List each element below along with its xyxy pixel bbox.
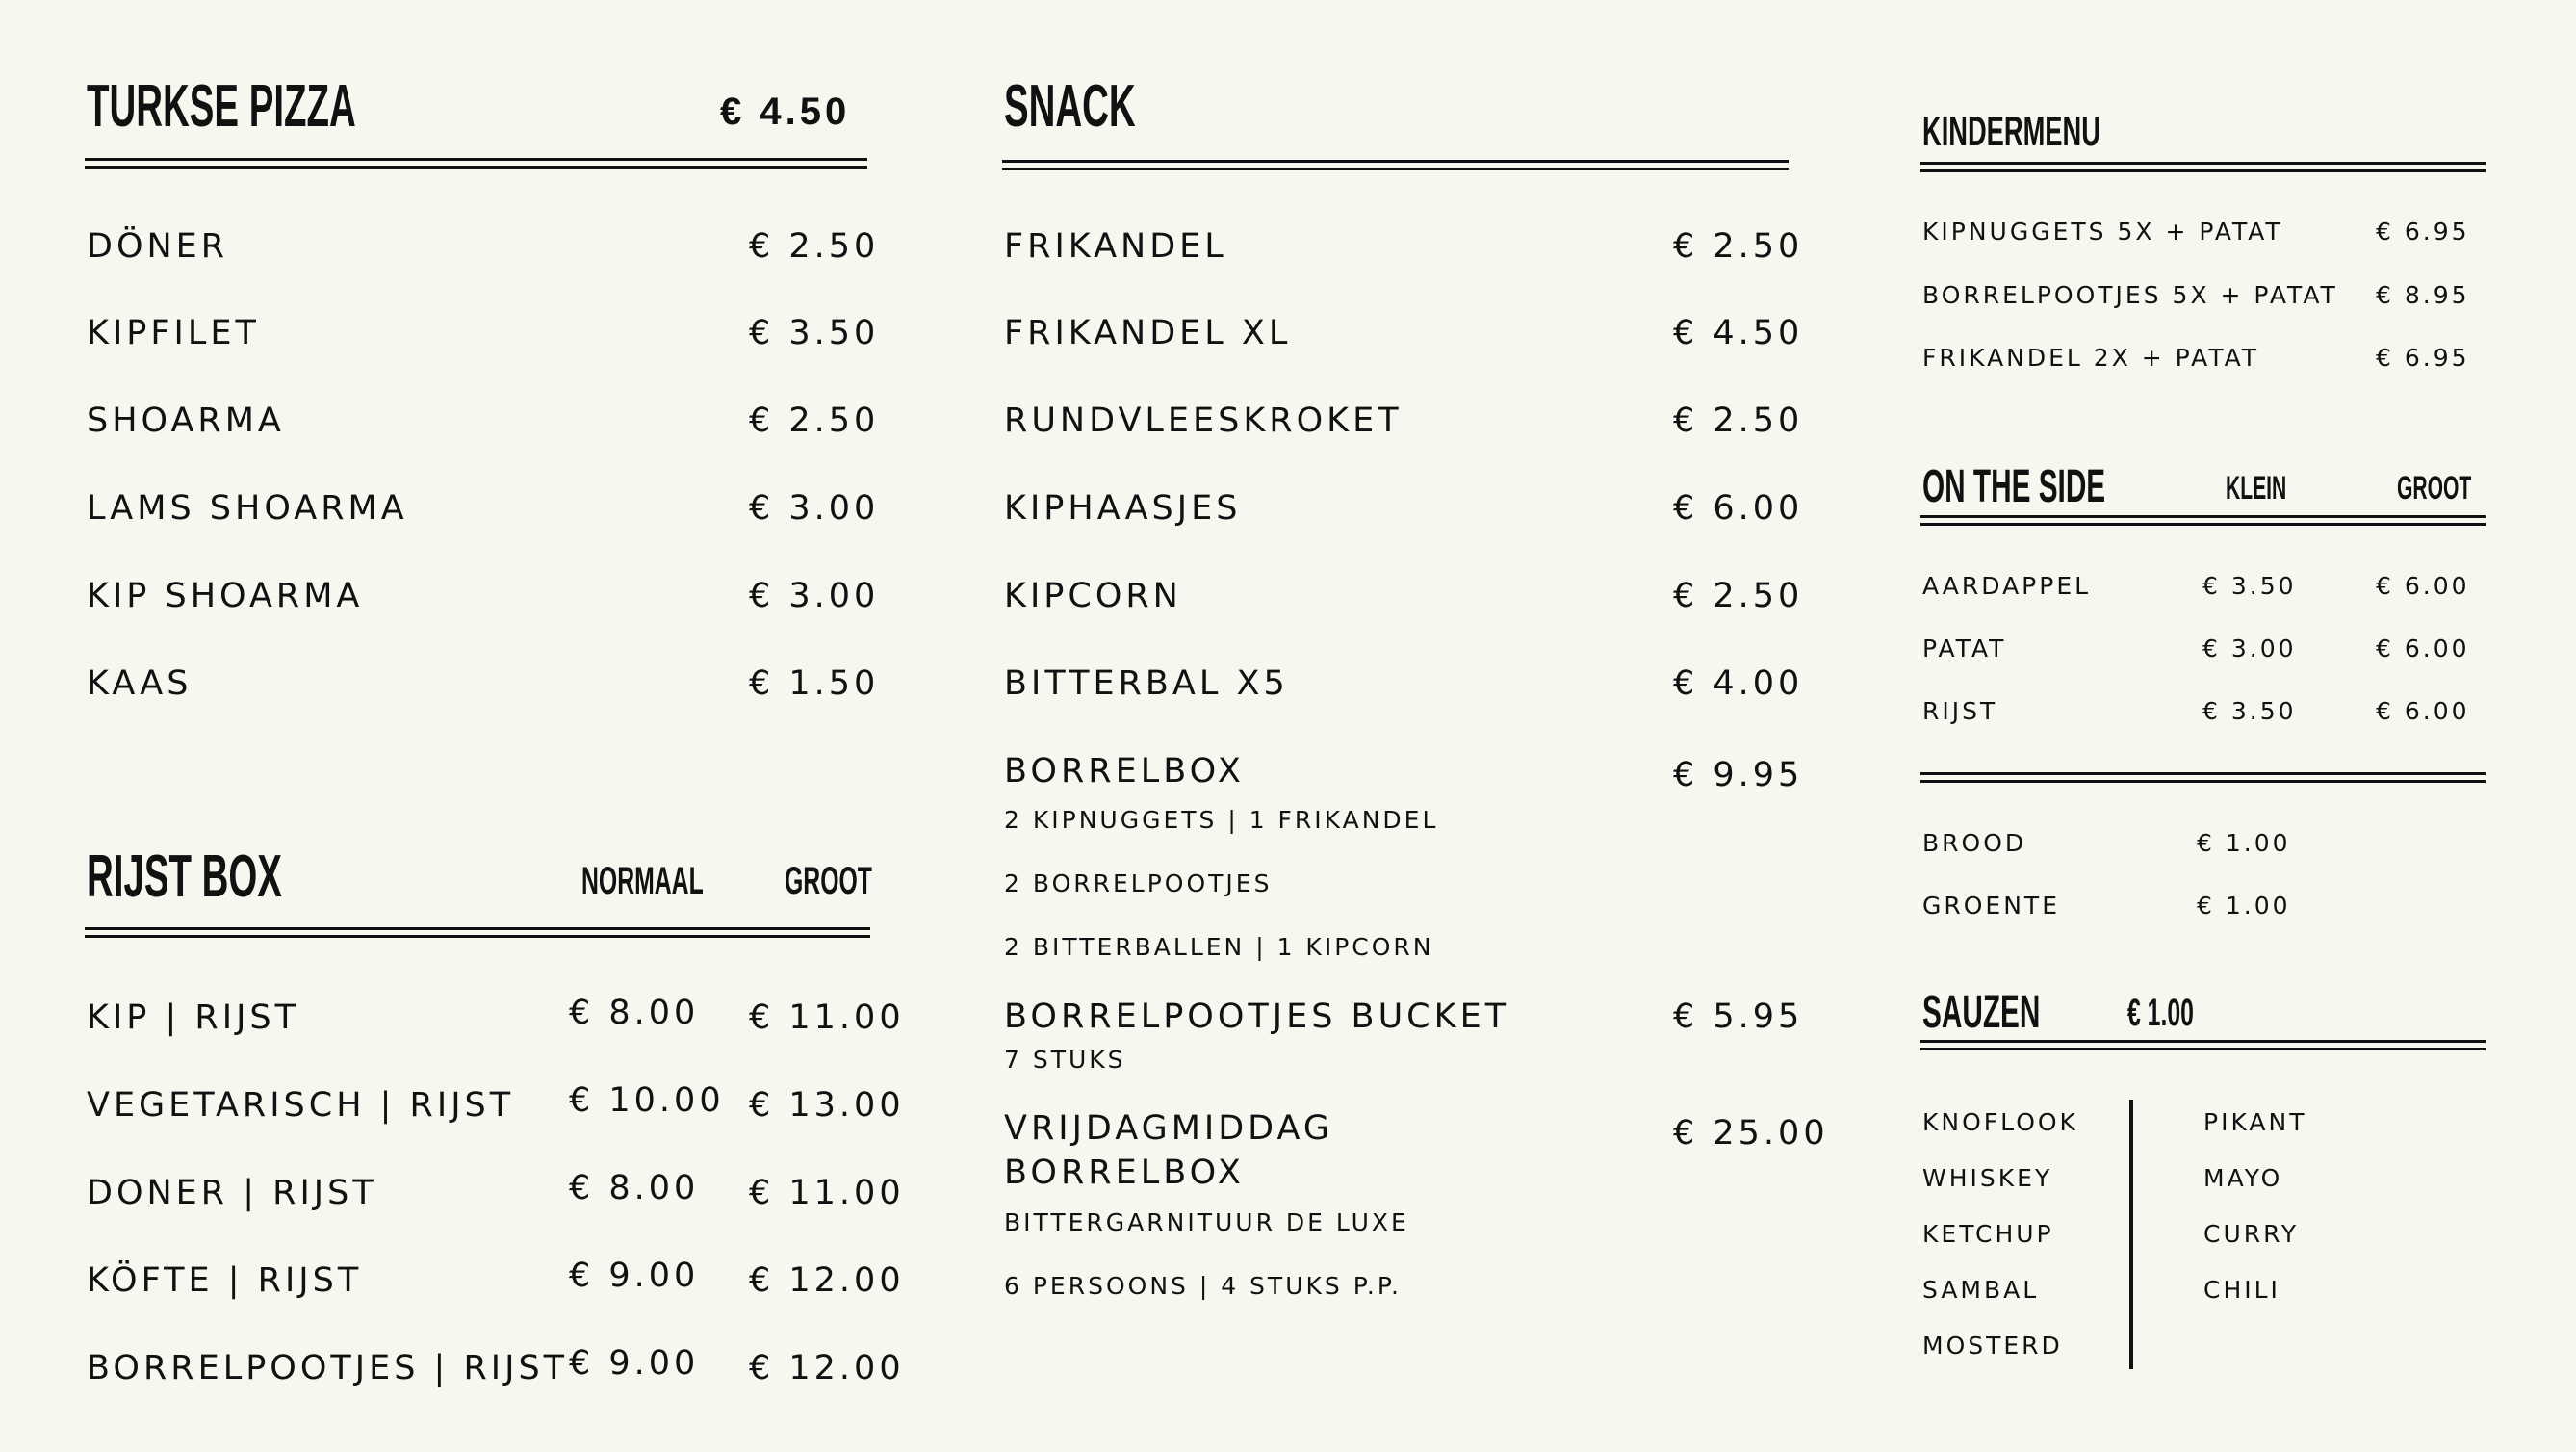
menu-item-name: FRIKANDEL: [1004, 227, 1227, 266]
menu-item-price-groot: € 6.00: [2376, 572, 2470, 600]
borrelbox-name: BORRELBOX: [1004, 752, 1245, 791]
menu-item-name: BORRELPOOTJES | RIJST: [87, 1349, 569, 1387]
sauce-item: WHISKEY: [1922, 1164, 2053, 1192]
menu-item-price: € 1.50: [749, 664, 880, 703]
snack-rule: [1002, 160, 1789, 170]
vrijdag-detail: BITTERGARNITUUR DE LUXE: [1004, 1208, 1409, 1236]
menu-item-price-normaal: € 10.00: [569, 1081, 725, 1120]
kindermenu-rule: [1920, 162, 2486, 172]
extras-rule: [1920, 772, 2486, 783]
sauzen-divider: [2129, 1100, 2133, 1369]
vrijdag-name-line2: BORRELBOX: [1004, 1154, 1245, 1192]
menu-item-name: RIJST: [1922, 697, 1998, 725]
menu-item-name: KAAS: [87, 664, 193, 703]
borrelbox-detail: 2 KIPNUGGETS | 1 FRIKANDEL: [1004, 806, 1439, 834]
menu-item-name: KIPCORN: [1004, 577, 1182, 615]
on-the-side-rule: [1920, 515, 2486, 526]
menu-item-price: € 2.50: [1673, 402, 1804, 440]
sauce-item: MAYO: [2203, 1164, 2283, 1192]
menu-item-name: SHOARMA: [87, 402, 285, 440]
sauce-item: SAMBAL: [1922, 1276, 2040, 1304]
bucket-name: BORRELPOOTJES BUCKET: [1004, 998, 1510, 1036]
borrelbox-detail: 2 BORRELPOOTJES: [1004, 869, 1273, 897]
menu-item-price-groot: € 13.00: [749, 1086, 905, 1125]
menu-item-price: € 6.95: [2376, 218, 2470, 246]
turkse-pizza-title: TURKSE PIZZA: [87, 73, 356, 140]
menu-item-price-normaal: € 9.00: [569, 1344, 700, 1383]
sauce-item: MOSTERD: [1922, 1332, 2063, 1360]
menu-item-price-normaal: € 8.00: [569, 1169, 700, 1207]
menu-item-price-groot: € 6.00: [2376, 635, 2470, 662]
vrijdag-price: € 25.00: [1673, 1114, 1829, 1153]
menu-item-price: € 3.50: [749, 314, 880, 352]
menu-item-name: VEGETARISCH | RIJST: [87, 1086, 515, 1125]
menu-item-name: BORRELPOOTJES 5X + PATAT: [1922, 281, 2338, 309]
menu-item-price: € 3.00: [749, 577, 880, 615]
menu-item-price-klein: € 3.50: [2202, 697, 2297, 725]
menu-item-price: € 2.50: [1673, 577, 1804, 615]
menu-item-price-normaal: € 9.00: [569, 1257, 700, 1295]
menu-item-name: FRIKANDEL 2X + PATAT: [1922, 344, 2260, 372]
borrelbox-price: € 9.95: [1673, 756, 1804, 794]
menu-item-name: BROOD: [1922, 829, 2027, 857]
vrijdag-name-line1: VRIJDAGMIDDAG: [1004, 1109, 1333, 1148]
menu-item-price-groot: € 11.00: [749, 1174, 905, 1212]
menu-item-name: FRIKANDEL XL: [1004, 314, 1292, 352]
menu-item-name: DONER | RIJST: [87, 1174, 377, 1212]
menu-item-price: € 1.00: [2197, 829, 2291, 857]
sauce-item: KNOFLOOK: [1922, 1108, 2078, 1136]
menu-item-name: KIP SHOARMA: [87, 577, 364, 615]
menu-item-price-normaal: € 8.00: [569, 994, 700, 1032]
sauzen-price: € 1.00: [2127, 992, 2194, 1034]
sauzen-rule: [1920, 1040, 2486, 1050]
menu-item-price: € 2.50: [749, 402, 880, 440]
menu-item-price-groot: € 12.00: [749, 1349, 905, 1387]
menu-item-price: € 4.50: [1673, 314, 1804, 352]
sauce-item: KETCHUP: [1922, 1220, 2054, 1248]
snack-title: SNACK: [1004, 73, 1136, 140]
sauzen-title: SAUZEN: [1922, 987, 2041, 1038]
menu-item-name: KIP | RIJST: [87, 998, 299, 1037]
menu-item-price-klein: € 3.00: [2202, 635, 2297, 662]
menu-item-name: KIPNUGGETS 5X + PATAT: [1922, 218, 2283, 246]
menu-item-price: € 4.00: [1673, 664, 1804, 703]
menu-item-price-groot: € 11.00: [749, 998, 905, 1037]
kindermenu-title: KINDERMENU: [1922, 108, 2100, 155]
menu-item-price: € 1.00: [2197, 892, 2291, 920]
on-the-side-title: ON THE SIDE: [1922, 461, 2106, 512]
borrelbox-detail: 2 BITTERBALLEN | 1 KIPCORN: [1004, 933, 1434, 961]
column-header-klein: KLEIN: [2226, 470, 2287, 506]
menu-item-name: KIPHAASJES: [1004, 489, 1242, 528]
rijst-box-title: RIJST BOX: [87, 843, 282, 910]
menu-item-name: RUNDVLEESKROKET: [1004, 402, 1403, 440]
column-header-normaal: NORMAAL: [581, 860, 704, 902]
menu-item-price: € 2.50: [749, 227, 880, 266]
menu-item-price-groot: € 12.00: [749, 1261, 905, 1300]
sauce-item: CURRY: [2203, 1220, 2300, 1248]
menu-item-price: € 2.50: [1673, 227, 1804, 266]
menu-item-name: DÖNER: [87, 227, 229, 266]
turkse-pizza-price: € 4.50: [720, 91, 851, 133]
menu-item-name: LAMS SHOARMA: [87, 489, 408, 528]
sauce-item: PIKANT: [2203, 1108, 2307, 1136]
menu-item-name: KIPFILET: [87, 314, 260, 352]
bucket-price: € 5.95: [1673, 998, 1804, 1036]
menu-item-name: PATAT: [1922, 635, 2007, 662]
rijst-box-rule: [85, 927, 870, 938]
menu-item-name: GROENTE: [1922, 892, 2060, 920]
menu-item-price: € 6.95: [2376, 344, 2470, 372]
menu-item-price: € 6.00: [1673, 489, 1804, 528]
column-header-groot: GROOT: [785, 860, 872, 902]
menu-item-name: KÖFTE | RIJST: [87, 1261, 363, 1300]
vrijdag-detail: 6 PERSOONS | 4 STUKS P.P.: [1004, 1272, 1402, 1300]
menu-item-price-groot: € 6.00: [2376, 697, 2470, 725]
bucket-detail: 7 STUKS: [1004, 1046, 1126, 1074]
menu-item-price: € 3.00: [749, 489, 880, 528]
menu-item-name: AARDAPPEL: [1922, 572, 2092, 600]
menu-item-price: € 8.95: [2376, 281, 2470, 309]
sauce-item: CHILI: [2203, 1276, 2280, 1304]
turkse-pizza-rule: [85, 158, 867, 169]
menu-item-price-klein: € 3.50: [2202, 572, 2297, 600]
column-header-groot: GROOT: [2397, 470, 2472, 506]
menu-item-name: BITTERBAL X5: [1004, 664, 1289, 703]
